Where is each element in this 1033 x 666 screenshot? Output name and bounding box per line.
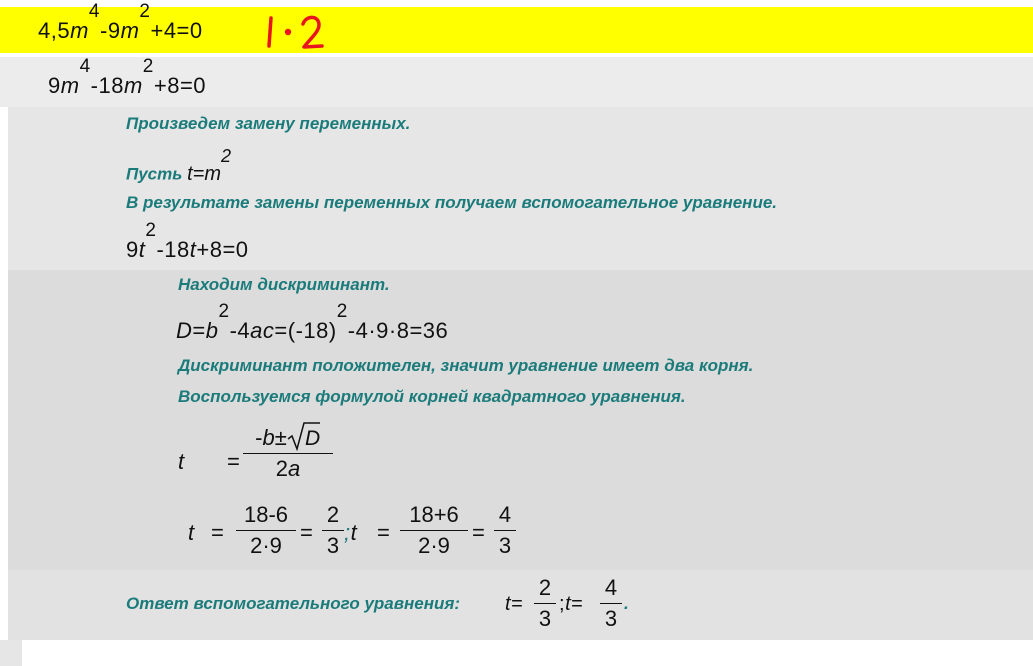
formula-equals: = [227, 449, 241, 474]
answer-t2: ;t= [559, 593, 584, 615]
formula-variable: t [178, 449, 185, 474]
section-background [8, 270, 1033, 570]
multiply-by-two-annotation [262, 12, 332, 52]
root-two-equals-2: = [472, 520, 486, 545]
quadratic-formula-note: Воспользуемся формулой корней квадратного уравнения. [178, 387, 686, 406]
find-discriminant-note: Находим дискриминант. [178, 275, 390, 294]
root-one-equals: = [211, 520, 225, 545]
svg-text:D: D [304, 427, 320, 450]
answer-fraction-one: 2 3 [534, 575, 556, 632]
root-one-value: 2 3 [322, 502, 344, 559]
quadratic-formula-fraction: -b± D 2a [243, 421, 333, 482]
answer-fraction-two: 4 3 [600, 575, 622, 632]
multiplied-equation: $9m^4-18m^2+8=0$ [48, 56, 207, 98]
original-equation: $4,5m^4-9m^2+4=0$ [38, 1, 203, 43]
discriminant-positive-note: Дискриминант положителен, значит уравнение имеет два корня. [178, 356, 754, 375]
let-statement: Пусть $t=m^2$ [126, 146, 232, 185]
root-two-equals: = [377, 520, 391, 545]
root-one-fraction: 18-6 2·9 [236, 502, 296, 559]
square-root-icon [287, 421, 321, 451]
auxiliary-equation-note: В результате замены переменных получаем вспомогательное уравнение. [126, 193, 778, 212]
root-separator: ;t [344, 520, 358, 545]
discriminant-calculation: $D=b^2-4ac=(-18)^2-4\cdot 9\cdot 8=36$ [176, 301, 449, 343]
answer-label: Ответ вспомогательного уравнения: [126, 594, 461, 613]
root-two-value: 4 3 [494, 502, 516, 559]
answer-period: . [624, 594, 629, 613]
substitution-note: Произведем замену переменных. [126, 114, 411, 133]
auxiliary-equation: $9t^2-18t+8=0$ [126, 220, 249, 262]
root-one-variable: t [188, 520, 195, 545]
root-two-fraction: 18+6 2·9 [400, 502, 468, 559]
footer-strip-inner [22, 640, 1033, 666]
answer-t1: t= [505, 593, 524, 615]
root-one-equals-2: = [300, 520, 314, 545]
let-label: Пусть [126, 164, 183, 184]
